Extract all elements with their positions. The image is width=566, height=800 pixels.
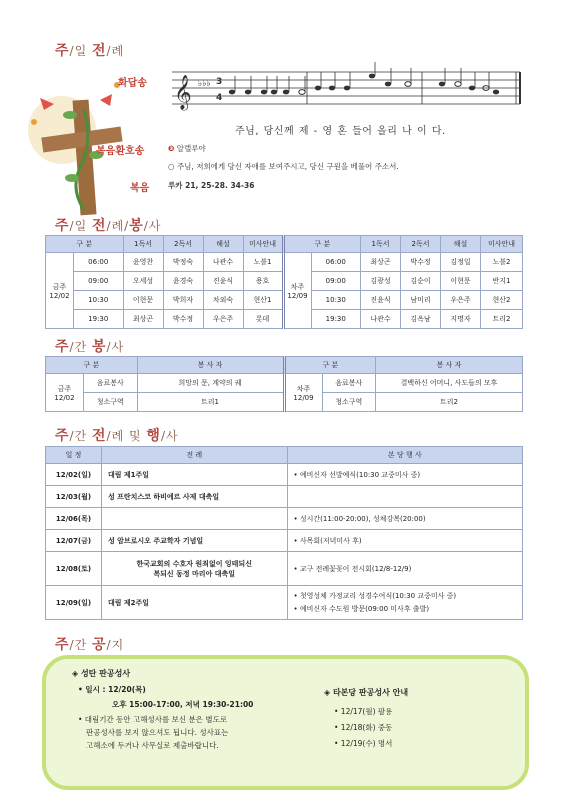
cell: 롯데 xyxy=(243,310,283,329)
event-cell xyxy=(287,586,523,620)
cell: 트리2 xyxy=(481,310,523,329)
col-header-reading2: 2독서 xyxy=(163,236,203,253)
psalm-lyrics: 주님, 당신께 제 - 영 혼 들어 올리 나 이 다. xyxy=(235,126,446,137)
col-header-servers: 봉 사 자 xyxy=(137,357,284,374)
table-row xyxy=(46,530,523,552)
alleluia-line: ❸ 알렐루야 xyxy=(168,144,206,153)
time-cell: 09:00 xyxy=(74,272,124,291)
cell: 김순이 xyxy=(401,272,441,291)
svg-text:3: 3 xyxy=(216,77,223,87)
cell: 최상곤 xyxy=(361,253,401,272)
liturgy-cell: 대림 제1주일 xyxy=(101,464,287,486)
cell: 우은주 xyxy=(203,310,243,329)
col-header-division: 구 분 xyxy=(46,236,124,253)
cell: 남미리 xyxy=(401,291,441,310)
confession-note-line: 고해소에 두거나 사무실로 제출바랍니다. xyxy=(86,741,219,750)
section-title-liturgy-service: 주/일 전/례/봉/사 xyxy=(55,218,162,234)
confession-note-line: • 대림기간 동안 고해성사를 보신 분은 별도로 xyxy=(78,715,228,724)
cell: 김정일 xyxy=(441,253,481,272)
col-header-division-2: 구 분 xyxy=(283,236,361,253)
cell: 지명자 xyxy=(441,310,481,329)
liturgy-cell: 한국교회의 수호자 원죄없이 잉태되신 복되신 동정 마리아 대축일 xyxy=(101,552,287,586)
responsorial-psalm-label: 화답송 xyxy=(118,78,147,89)
cell: 이현문 xyxy=(123,291,163,310)
confession-time: 오후 15:00-17:00, 저녁 19:30-21:00 xyxy=(112,700,254,709)
confession-note-line: 판공성사를 보지 않으셔도 됩니다. 성사표는 xyxy=(86,728,229,737)
event-line: • 예비신자 수도원 방문(09:00 미사후 출발) xyxy=(293,604,430,613)
table-row xyxy=(46,374,523,393)
cell: 결백하신 어머니, 사도들의 모후 xyxy=(376,374,523,393)
table-row xyxy=(46,253,523,272)
date-cell: 12/03(월) xyxy=(46,486,102,508)
table-row xyxy=(46,486,523,508)
cell: 나관수 xyxy=(361,310,401,329)
cell: 노블2 xyxy=(481,253,523,272)
cell: 김옥남 xyxy=(401,310,441,329)
time-cell: 10:30 xyxy=(74,291,124,310)
notice-heading-confession: ◈ 성탄 판공성사 xyxy=(72,669,131,678)
col-header-reading1-2: 1독서 xyxy=(361,236,401,253)
section-title-weekly-service: 주/간 봉/사 xyxy=(55,339,125,355)
event-line: • 첫영성체 가정교리 성경수여식(10:30 교중미사 중) xyxy=(293,591,457,600)
col-header-liturgy: 전 례 xyxy=(101,447,287,464)
cell: 김광성 xyxy=(361,272,401,291)
time-cell: 19:30 xyxy=(311,310,361,329)
cell: 진윤식 xyxy=(203,272,243,291)
col-header-servers-2: 봉 사 자 xyxy=(376,357,523,374)
time-cell: 06:00 xyxy=(311,253,361,272)
cell: 진윤식 xyxy=(361,291,401,310)
liturgy-service-table xyxy=(45,235,523,329)
gospel-label: 복음 xyxy=(130,183,150,194)
gospel-reading-ref: 루카 21, 25-28. 34-36 xyxy=(168,181,255,190)
next-week-cell: 차주 12/09 xyxy=(283,253,311,329)
cell: 윤경숙 xyxy=(163,272,203,291)
col-header-commentary: 해설 xyxy=(203,236,243,253)
cell: 반지1 xyxy=(481,272,523,291)
cell: 박정숙 xyxy=(163,253,203,272)
date-cell: 12/09(일) xyxy=(46,586,102,620)
cell: 우은주 xyxy=(441,291,481,310)
time-cell: 10:30 xyxy=(311,291,361,310)
table-row xyxy=(46,508,523,530)
time-cell: 19:30 xyxy=(74,310,124,329)
table-row xyxy=(46,552,523,586)
col-header-events: 본 당 행 사 xyxy=(287,447,523,464)
cell: 이현문 xyxy=(441,272,481,291)
event-cell: • 사목회(저녁미사 후) xyxy=(287,530,523,552)
col-header-guide: 미사안내 xyxy=(243,236,283,253)
event-cell: • 성시간(11:00-20:00), 성체강복(20:00) xyxy=(287,508,523,530)
cell: 윤영찬 xyxy=(123,253,163,272)
this-week-cell: 금주 12/02 xyxy=(46,374,84,412)
cell: 박수정 xyxy=(401,253,441,272)
weekly-service-table xyxy=(45,356,523,412)
svg-text:4: 4 xyxy=(216,93,223,103)
other-parish-item: • 12/18(화) 중동 xyxy=(334,723,393,732)
confession-date: • 일시 : 12/20(목) xyxy=(78,685,146,694)
this-week-cell: 금주 12/02 xyxy=(46,253,74,329)
table-row xyxy=(46,464,523,486)
cell: 오세성 xyxy=(123,272,163,291)
col-header-division-2: 구 분 xyxy=(284,357,376,374)
time-cell: 06:00 xyxy=(74,253,124,272)
notice-heading-other-parishes: ◈ 타본당 판공성사 안내 xyxy=(324,688,409,697)
cell: 트리1 xyxy=(137,393,284,412)
cell: 음료봉사 xyxy=(322,374,376,393)
col-header-reading1: 1독서 xyxy=(123,236,163,253)
time-cell: 09:00 xyxy=(311,272,361,291)
event-cell: • 예비신자 선발예식(10:30 교중미사 중) xyxy=(287,464,523,486)
col-header-date: 일 정 xyxy=(46,447,102,464)
date-cell: 12/07(금) xyxy=(46,530,102,552)
other-parish-item: • 12/19(수) 명서 xyxy=(334,739,393,748)
section-title-sunday-liturgy: 주/일 전/례 xyxy=(55,43,125,59)
weekly-events-table xyxy=(45,446,523,620)
section-title-weekly-notice: 주/간 공/지 xyxy=(55,637,125,653)
gospel-verse: ○ 주님, 저희에게 당신 자애를 보여주시고, 당신 구원을 베풀어 주소서. xyxy=(168,162,399,171)
cell: 나관수 xyxy=(203,253,243,272)
cell: 차외숙 xyxy=(203,291,243,310)
liturgy-cell: 성 암브로시오 주교학자 기념일 xyxy=(101,530,287,552)
notice-box xyxy=(42,655,529,790)
cell: 노블1 xyxy=(243,253,283,272)
table-row xyxy=(46,586,523,620)
date-cell: 12/02(일) xyxy=(46,464,102,486)
svg-text:♭♭♭: ♭♭♭ xyxy=(198,79,211,89)
svg-text:𝄞: 𝄞 xyxy=(174,75,192,110)
col-header-commentary-2: 해설 xyxy=(441,236,481,253)
cell: 박희자 xyxy=(163,291,203,310)
cell: 희망의 문, 계약의 궤 xyxy=(137,374,284,393)
event-cell: • 교구 전례꽃꽂이 전시회(12/8-12/9) xyxy=(287,552,523,586)
liturgy-cell: 대림 제2주일 xyxy=(101,586,287,620)
cell: 현산1 xyxy=(243,291,283,310)
other-parish-item: • 12/17(월) 팔용 xyxy=(334,707,393,716)
cell: 박수정 xyxy=(163,310,203,329)
section-title-weekly-events: 주/간 전/례 및 행/사 xyxy=(55,428,179,444)
cell: 최상곤 xyxy=(123,310,163,329)
cell: 청소구역 xyxy=(84,393,138,412)
cell: 청소구역 xyxy=(322,393,376,412)
col-header-division: 구 분 xyxy=(46,357,138,374)
cell: 현산2 xyxy=(481,291,523,310)
cell: 용호 xyxy=(243,272,283,291)
music-staff xyxy=(172,62,522,118)
date-cell: 12/06(목) xyxy=(46,508,102,530)
cell: 음료봉사 xyxy=(84,374,138,393)
liturgy-cell: 성 프란치스코 하비에르 사제 대축일 xyxy=(101,486,287,508)
event-cell xyxy=(287,486,523,508)
col-header-reading2-2: 2독서 xyxy=(401,236,441,253)
col-header-guide-2: 미사안내 xyxy=(481,236,523,253)
gospel-acclamation-label: 복음환호송 xyxy=(96,146,145,157)
liturgy-cell xyxy=(101,508,287,530)
cell: 트리2 xyxy=(376,393,523,412)
date-cell: 12/08(토) xyxy=(46,552,102,586)
next-week-cell: 차주 12/09 xyxy=(284,374,322,412)
